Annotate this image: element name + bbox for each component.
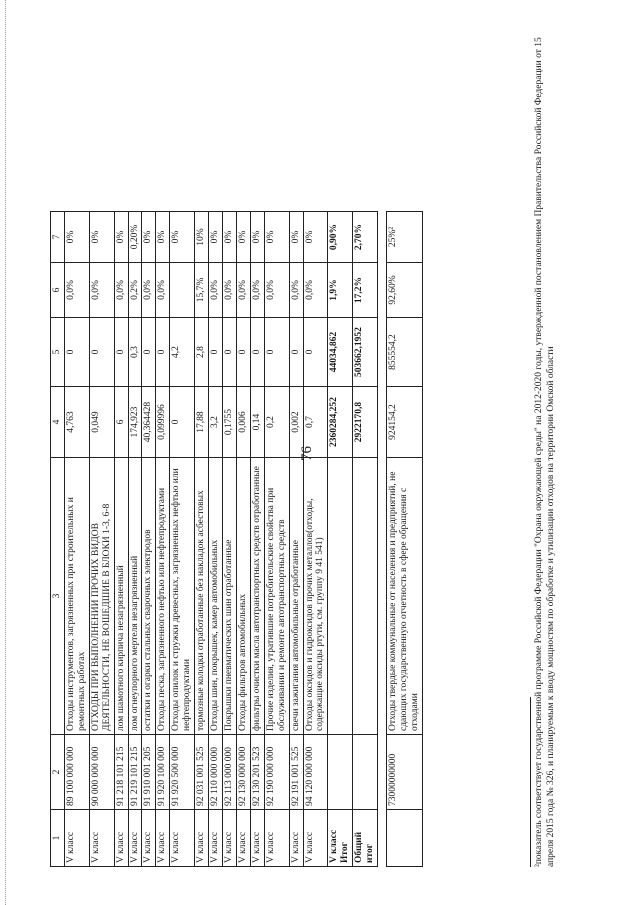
cell-col4: 2360284,252 bbox=[328, 387, 353, 458]
cell-class: V класс bbox=[142, 810, 156, 867]
table-row bbox=[236, 212, 250, 867]
table-row bbox=[264, 212, 289, 867]
cell-name: остатки и огарки стальных сварочных электродов bbox=[142, 458, 156, 735]
table-row bbox=[303, 212, 328, 867]
cell-col6: 0,0% bbox=[209, 263, 223, 318]
cell-name: Отходы твердые коммунальные от населения и предприятий, не сдающих государственную отчетность в сфере обращения с отходами bbox=[387, 458, 423, 735]
table-row bbox=[64, 212, 89, 867]
cell-col5: 0 bbox=[264, 318, 289, 387]
cell-col7: 0,20% bbox=[128, 212, 142, 263]
cell-col4: 40,364428 bbox=[142, 387, 156, 458]
cell-code: 92 031 001 525 bbox=[195, 735, 209, 810]
cell-col5: 0 bbox=[64, 318, 89, 387]
cell-col6: 0,0% bbox=[156, 263, 170, 318]
cell-col4: 0,2 bbox=[264, 387, 289, 458]
cell-col4: 174,923 bbox=[128, 387, 142, 458]
cell-col6: 0,0% bbox=[222, 263, 236, 318]
cell-name bbox=[353, 458, 378, 735]
table-row bbox=[328, 212, 353, 867]
cell-col7: 25%² bbox=[387, 212, 423, 263]
cell-code: 92 190 000 000 bbox=[264, 735, 289, 810]
cell-name: фильтры очистки масла автотранспортных средств отработанные bbox=[250, 458, 264, 735]
cell-col6: 0,0% bbox=[64, 263, 89, 318]
cell-name: Отходы оксидов и гидроксидов прочих металлов(отходы, содержащие оксиды ртути, см. группу 9 41 541) bbox=[303, 458, 328, 735]
cell-col7: 0% bbox=[250, 212, 264, 263]
cell-class bbox=[387, 810, 423, 867]
cell-col5: 0 bbox=[156, 318, 170, 387]
cell-class: V класс bbox=[114, 810, 128, 867]
cell-col7: 10% bbox=[195, 212, 209, 263]
cell-class: V класс bbox=[156, 810, 170, 867]
cell-col7: 0% bbox=[156, 212, 170, 263]
cell-code: 92 130 000 000 bbox=[236, 735, 250, 810]
table-row bbox=[170, 212, 195, 867]
cell-col6: 0,0% bbox=[142, 263, 156, 318]
cell-name: свечи зажигания автомобильные отработанные bbox=[289, 458, 303, 735]
cell-name: лом огнеупорного мертеля незагрязненный bbox=[128, 458, 142, 735]
waste-table bbox=[50, 211, 378, 867]
cell-col4: 17,88 bbox=[195, 387, 209, 458]
cell-code: 92 191 001 525 bbox=[289, 735, 303, 810]
cell-col5: 0,3 bbox=[128, 318, 142, 387]
table-row bbox=[209, 212, 223, 867]
footnote: ²показатель соответствует государственной программе Российской Федерации "Охрана окружающей среды" на 2012-2020 годы, утвержденной постановлением Правительства Российской Федерации от 15 апреля 2015 года № 326, и планируемым к вводу мощностям по обработке и утилизации отходов на территории Омской области bbox=[534, 37, 556, 867]
scan-edge bbox=[5, 0, 7, 905]
cell-code: 91 218 101 215 bbox=[114, 735, 128, 810]
table-header-row bbox=[51, 212, 65, 867]
cell-col5: 0 bbox=[114, 318, 128, 387]
rotated-page-content bbox=[50, 37, 615, 867]
cell-col7: 0% bbox=[89, 212, 114, 263]
cell-col5: 0 bbox=[289, 318, 303, 387]
cell-class: V класс bbox=[303, 810, 328, 867]
cell-col7: 0% bbox=[142, 212, 156, 263]
cell-col6: 0,0% bbox=[114, 263, 128, 318]
table-body bbox=[64, 212, 377, 867]
table-row bbox=[89, 212, 114, 867]
cell-code: 91 219 101 215 bbox=[128, 735, 142, 810]
cell-col7: 0,90% bbox=[328, 212, 353, 263]
cell-code: 94 120 000 000 bbox=[303, 735, 328, 810]
cell-class: V класс bbox=[89, 810, 114, 867]
municipal-waste-table bbox=[386, 211, 423, 867]
cell-col5: 0 bbox=[250, 318, 264, 387]
cell-col4: 0,099996 bbox=[156, 387, 170, 458]
cell-col5: 503662,1952 bbox=[353, 318, 378, 387]
cell-class: V класс bbox=[222, 810, 236, 867]
cell-class: V класс bbox=[170, 810, 195, 867]
cell-name bbox=[328, 458, 353, 735]
cell-col6: 0,0% bbox=[89, 263, 114, 318]
cell-class: V класс Итог bbox=[328, 810, 353, 867]
footnote-divider bbox=[530, 697, 531, 867]
cell-code: 89 100 000 000 bbox=[64, 735, 89, 810]
cell-col7: 2,70% bbox=[353, 212, 378, 263]
table-row bbox=[142, 212, 156, 867]
cell-col5: 44034,862 bbox=[328, 318, 353, 387]
cell-name: ОТХОДЫ ПРИ ВЫПОЛНЕНИИ ПРОЧИХ ВИДОВ ДЕЯТЕЛЬНОСТИ, НЕ ВОШЕДШИЕ В БЛОКИ 1-3, 6-8 bbox=[89, 458, 114, 735]
cell-col5: 0 bbox=[142, 318, 156, 387]
cell-col4: 924154,2 bbox=[387, 387, 423, 458]
cell-col5: 4,2 bbox=[170, 318, 195, 387]
table-row bbox=[387, 212, 423, 867]
cell-col6: 1,9% bbox=[328, 263, 353, 318]
cell-col6: 0,0% bbox=[264, 263, 289, 318]
cell-class: V класс bbox=[264, 810, 289, 867]
cell-col7: 0% bbox=[236, 212, 250, 263]
cell-col4: 0,7 bbox=[303, 387, 328, 458]
cell-col5: 0 bbox=[89, 318, 114, 387]
cell-col6: 0,0% bbox=[236, 263, 250, 318]
cell-col4: 0,049 bbox=[89, 387, 114, 458]
cell-code: 91 920 100 000 bbox=[156, 735, 170, 810]
cell-col7: 0% bbox=[222, 212, 236, 263]
cell-class: V класс bbox=[250, 810, 264, 867]
cell-class: V класс bbox=[209, 810, 223, 867]
cell-class: V класс bbox=[236, 810, 250, 867]
cell-col6: 15,7% bbox=[195, 263, 209, 318]
cell-col5: 0 bbox=[209, 318, 223, 387]
page-number: 76 bbox=[299, 446, 315, 461]
table-row bbox=[114, 212, 128, 867]
cell-col6: 0,0% bbox=[303, 263, 328, 318]
cell-class: V класс bbox=[128, 810, 142, 867]
header-col-3: 3 bbox=[51, 458, 65, 735]
cell-col7: 0% bbox=[114, 212, 128, 263]
cell-code: 91 920 500 000 bbox=[170, 735, 195, 810]
cell-name: Отходы фильтров автомобильных bbox=[236, 458, 250, 735]
cell-col4: 0,006 bbox=[236, 387, 250, 458]
cell-col6: 0,0% bbox=[250, 263, 264, 318]
cell-col7: 0% bbox=[264, 212, 289, 263]
cell-col7: 0% bbox=[289, 212, 303, 263]
cell-code: 90 000 000 000 bbox=[89, 735, 114, 810]
table-row bbox=[289, 212, 303, 867]
cell-col6: 0,0% bbox=[289, 263, 303, 318]
cell-col4: 0 bbox=[170, 387, 195, 458]
cell-col6: 92,60% bbox=[387, 263, 423, 318]
cell-code: 92 113 000 000 bbox=[222, 735, 236, 810]
header-col-2: 2 bbox=[51, 735, 65, 810]
cell-name: Отходы инструментов, загрязненных при строительных и ремонтных работах bbox=[64, 458, 89, 735]
cell-col4: 3,2 bbox=[209, 387, 223, 458]
cell-name: Отходы шин, покрышек, камер автомобильных bbox=[209, 458, 223, 735]
cell-col7: 0% bbox=[170, 212, 195, 263]
cell-col7: 0% bbox=[64, 212, 89, 263]
cell-name: Отходы песка, загрязненного нефтью или нефтепродуктами bbox=[156, 458, 170, 735]
cell-col4: 4,763 bbox=[64, 387, 89, 458]
cell-col4: 0,002 bbox=[289, 387, 303, 458]
cell-col5: 0 bbox=[222, 318, 236, 387]
table-row bbox=[128, 212, 142, 867]
table-row bbox=[353, 212, 378, 867]
header-col-5: 5 bbox=[51, 318, 65, 387]
cell-col6 bbox=[170, 263, 195, 318]
cell-col6: 17,2% bbox=[353, 263, 378, 318]
cell-col4: 6 bbox=[114, 387, 128, 458]
cell-col6: 0,2% bbox=[128, 263, 142, 318]
table-row bbox=[250, 212, 264, 867]
cell-name: лом шамотного кирпича незагрязненный bbox=[114, 458, 128, 735]
cell-name: тормозные колодки отработанные без накладок асбестовых bbox=[195, 458, 209, 735]
cell-col5: 2,8 bbox=[195, 318, 209, 387]
cell-col4: 2922170,8 bbox=[353, 387, 378, 458]
table-row bbox=[156, 212, 170, 867]
cell-code bbox=[353, 735, 378, 810]
cell-col7: 0% bbox=[303, 212, 328, 263]
cell-col5: 0 bbox=[236, 318, 250, 387]
cell-name: Отходы опилок и стружки древесных, загрязненных нефтью или нефтепродуктами bbox=[170, 458, 195, 735]
cell-col4: 0,1755 bbox=[222, 387, 236, 458]
header-col-1: 1 bbox=[51, 810, 65, 867]
cell-col5: 0 bbox=[303, 318, 328, 387]
cell-code bbox=[328, 735, 353, 810]
cell-code: 92 130 201 523 bbox=[250, 735, 264, 810]
cell-code: 73000000000 bbox=[387, 735, 423, 810]
cell-name: Покрышки пневматических шин отработанные bbox=[222, 458, 236, 735]
header-col-7: 7 bbox=[51, 212, 65, 263]
cell-class: V класс bbox=[289, 810, 303, 867]
cell-name: Прочие изделия, утратившие потребительские свойства при обслуживании и ремонте автотранспортных средств bbox=[264, 458, 289, 735]
header-col-4: 4 bbox=[51, 387, 65, 458]
cell-code: 92 110 000 000 bbox=[209, 735, 223, 810]
cell-col5: 855554,2 bbox=[387, 318, 423, 387]
cell-col4: 0,14 bbox=[250, 387, 264, 458]
header-col-6: 6 bbox=[51, 263, 65, 318]
table-row bbox=[222, 212, 236, 867]
cell-class: Общий итог bbox=[353, 810, 378, 867]
cell-class: V класс bbox=[195, 810, 209, 867]
cell-class: V класс bbox=[64, 810, 89, 867]
cell-code: 91 910 001 205 bbox=[142, 735, 156, 810]
cell-col7: 0% bbox=[209, 212, 223, 263]
table-row bbox=[195, 212, 209, 867]
